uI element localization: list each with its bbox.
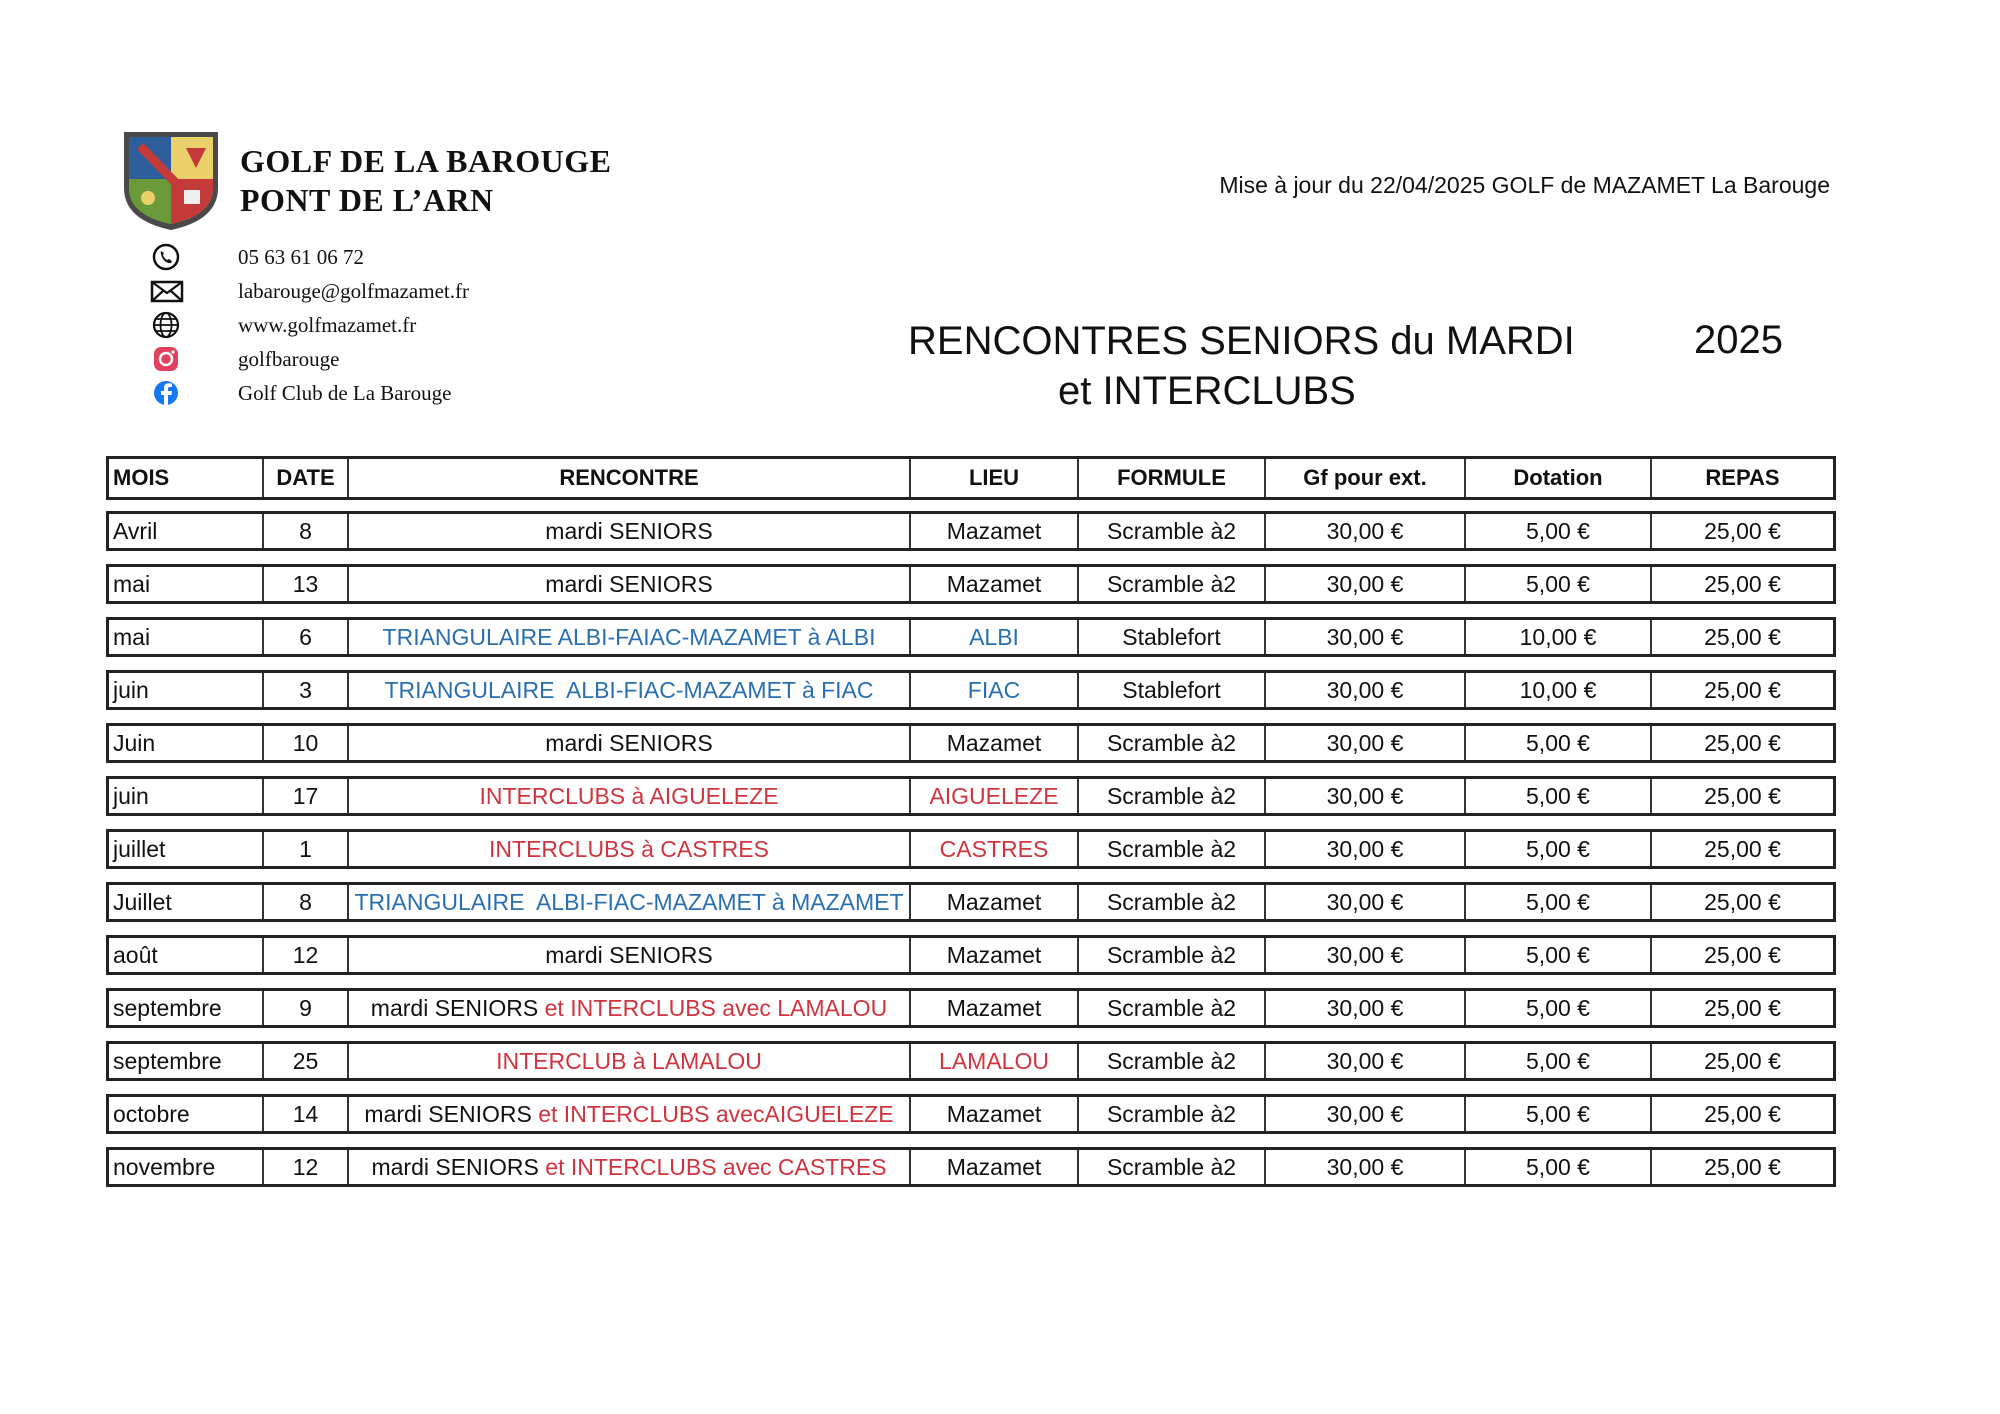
cell-formule: Scramble à2 [1079, 832, 1266, 866]
cell-repas: 25,00 € [1704, 623, 1781, 650]
club-name-line2: PONT DE L’ARN [240, 182, 494, 218]
cell-gf: 30,00 € [1266, 779, 1466, 813]
cell-date: 14 [264, 1097, 349, 1131]
cell-date: 9 [264, 991, 349, 1025]
table-body [106, 511, 1836, 1187]
table-row [106, 670, 1836, 710]
cell-repas: 25,00 € [1704, 1153, 1781, 1180]
cell-repas: 25,00 € [1704, 782, 1781, 809]
table-row [106, 1041, 1836, 1081]
cell-formule: Scramble à2 [1079, 1097, 1266, 1131]
schedule-table [106, 456, 1836, 1200]
cell-repas: 25,00 € [1704, 835, 1781, 862]
cell-gf: 30,00 € [1266, 991, 1466, 1025]
cell-gf: 30,00 € [1266, 885, 1466, 919]
rencontre-text: mardi SENIORS [545, 941, 713, 968]
cell-repas: 25,00 € [1704, 517, 1781, 544]
cell-date: 6 [264, 620, 349, 654]
cell-lieu: Mazamet [911, 1150, 1079, 1184]
table-row [106, 829, 1836, 869]
rencontre-text: INTERCLUBS à AIGUELEZE [479, 782, 779, 809]
cell-rencontre [349, 567, 911, 601]
header-lieu: LIEU [911, 459, 1079, 497]
cell-repas: 25,00 € [1704, 1047, 1781, 1074]
cell-date: 25 [264, 1044, 349, 1078]
year-label: 2025 [1694, 318, 1783, 362]
cell-date: 12 [264, 938, 349, 972]
header-rencontre: RENCONTRE [349, 459, 911, 497]
mail-icon [150, 276, 194, 306]
cell-repas: 25,00 € [1704, 570, 1781, 597]
cell-dotation: 5,00 € [1466, 567, 1652, 601]
header-mois: MOIS [109, 459, 264, 497]
cell-gf: 30,00 € [1266, 567, 1466, 601]
rencontre-text: mardi SENIORS [371, 1153, 546, 1180]
cell-rencontre [349, 514, 911, 548]
header-dotation: Dotation [1466, 459, 1652, 497]
cell-gf: 30,00 € [1266, 832, 1466, 866]
table-row [106, 882, 1836, 922]
cell-formule: Scramble à2 [1079, 567, 1266, 601]
cell-repas: 25,00 € [1704, 994, 1781, 1021]
rencontre-text: mardi SENIORS [545, 517, 713, 544]
contact-instagram [150, 342, 469, 376]
cell-date: 3 [264, 673, 349, 707]
table-row [106, 776, 1836, 816]
cell-mois: juillet [109, 832, 264, 866]
cell-formule: Scramble à2 [1079, 1044, 1266, 1078]
update-note: Mise à jour du 22/04/2025 GOLF de MAZAMET La Barouge [1219, 172, 1830, 198]
cell-formule: Scramble à2 [1079, 885, 1266, 919]
cell-gf: 30,00 € [1266, 514, 1466, 548]
club-crest-logo [120, 128, 222, 232]
contact-website [150, 308, 469, 342]
cell-rencontre [349, 673, 911, 707]
cell-rencontre [349, 938, 911, 972]
cell-mois: novembre [109, 1150, 264, 1184]
cell-dotation: 5,00 € [1466, 726, 1652, 760]
rencontre-text: INTERCLUBS à CASTRES [489, 835, 769, 862]
cell-dotation: 5,00 € [1466, 1097, 1652, 1131]
cell-rencontre [349, 1150, 911, 1184]
cell-repas: 25,00 € [1704, 676, 1781, 703]
cell-dotation: 5,00 € [1466, 938, 1652, 972]
rencontre-text: et INTERCLUBS avec CASTRES [545, 1153, 887, 1180]
page-title-line1: RENCONTRES SENIORS du MARDI [908, 319, 1575, 363]
cell-mois: Juillet [109, 885, 264, 919]
cell-date: 12 [264, 1150, 349, 1184]
cell-mois: mai [109, 620, 264, 654]
cell-date: 17 [264, 779, 349, 813]
cell-rencontre [349, 1097, 911, 1131]
cell-gf: 30,00 € [1266, 1150, 1466, 1184]
header-gf: Gf pour ext. [1266, 459, 1466, 497]
cell-repas: 25,00 € [1704, 729, 1781, 756]
table-row [106, 511, 1836, 551]
cell-formule: Scramble à2 [1079, 514, 1266, 548]
contact-phone [150, 240, 469, 274]
cell-rencontre [349, 1044, 911, 1078]
cell-gf: 30,00 € [1266, 1097, 1466, 1131]
facebook-icon [150, 378, 194, 408]
cell-rencontre [349, 885, 911, 919]
cell-dotation: 5,00 € [1466, 514, 1652, 548]
page-title-line2: et INTERCLUBS [1058, 369, 1356, 413]
cell-lieu: Mazamet [911, 938, 1079, 972]
cell-date: 8 [264, 514, 349, 548]
cell-repas: 25,00 € [1704, 888, 1781, 915]
table-row [106, 1094, 1836, 1134]
cell-formule: Scramble à2 [1079, 726, 1266, 760]
cell-dotation: 5,00 € [1466, 885, 1652, 919]
cell-dotation: 5,00 € [1466, 1044, 1652, 1078]
header-repas: REPAS [1705, 465, 1780, 490]
cell-gf: 30,00 € [1266, 673, 1466, 707]
cell-mois: juin [109, 779, 264, 813]
cell-lieu: ALBI [911, 620, 1079, 654]
contact-email [150, 274, 469, 308]
cell-mois: juin [109, 673, 264, 707]
cell-mois: août [109, 938, 264, 972]
email-text: labarouge@golfmazamet.fr [238, 278, 469, 303]
contact-facebook [150, 376, 469, 410]
cell-mois: Juin [109, 726, 264, 760]
cell-rencontre [349, 991, 911, 1025]
cell-lieu: AIGUELEZE [911, 779, 1079, 813]
cell-gf: 30,00 € [1266, 1044, 1466, 1078]
rencontre-text: mardi SENIORS [364, 1100, 539, 1127]
cell-lieu: Mazamet [911, 567, 1079, 601]
phone-icon [150, 242, 194, 272]
header-date: DATE [264, 459, 349, 497]
club-name-line1: GOLF DE LA BAROUGE [240, 143, 612, 179]
rencontre-text: TRIANGULAIRE ALBI-FIAC-MAZAMET à MAZAMET [354, 888, 904, 915]
cell-lieu: Mazamet [911, 514, 1079, 548]
cell-gf: 30,00 € [1266, 620, 1466, 654]
cell-dotation: 10,00 € [1466, 620, 1652, 654]
cell-lieu: CASTRES [911, 832, 1079, 866]
table-header [106, 456, 1836, 500]
table-row [106, 617, 1836, 657]
cell-formule: Scramble à2 [1079, 991, 1266, 1025]
cell-dotation: 5,00 € [1466, 832, 1652, 866]
cell-dotation: 5,00 € [1466, 991, 1652, 1025]
cell-gf: 30,00 € [1266, 726, 1466, 760]
globe-icon [150, 310, 194, 340]
cell-rencontre [349, 779, 911, 813]
cell-formule: Scramble à2 [1079, 1150, 1266, 1184]
table-row [106, 723, 1836, 763]
club-name [240, 142, 611, 220]
cell-lieu: Mazamet [911, 885, 1079, 919]
cell-mois: mai [109, 567, 264, 601]
rencontre-text: INTERCLUB à LAMALOU [496, 1047, 762, 1074]
table-row [106, 1147, 1836, 1187]
rencontre-text: mardi SENIORS [370, 994, 545, 1021]
cell-lieu: Mazamet [911, 991, 1079, 1025]
phone-text: 05 63 61 06 72 [238, 244, 364, 269]
contact-list [150, 240, 469, 410]
header-formule: FORMULE [1079, 459, 1266, 497]
cell-mois: septembre [109, 991, 264, 1025]
rencontre-text: mardi SENIORS [545, 570, 713, 597]
cell-dotation: 5,00 € [1466, 1150, 1652, 1184]
cell-rencontre [349, 832, 911, 866]
cell-rencontre [349, 726, 911, 760]
cell-date: 1 [264, 832, 349, 866]
cell-repas: 25,00 € [1704, 941, 1781, 968]
website-text: www.golfmazamet.fr [238, 312, 417, 337]
cell-date: 13 [264, 567, 349, 601]
cell-rencontre [349, 620, 911, 654]
cell-lieu: LAMALOU [911, 1044, 1079, 1078]
cell-formule: Scramble à2 [1079, 779, 1266, 813]
rencontre-text: TRIANGULAIRE ALBI-FIAC-MAZAMET à FIAC [384, 676, 874, 703]
cell-formule: Stablefort [1079, 673, 1266, 707]
cell-date: 10 [264, 726, 349, 760]
cell-lieu: FIAC [911, 673, 1079, 707]
cell-date: 8 [264, 885, 349, 919]
cell-repas: 25,00 € [1704, 1100, 1781, 1127]
cell-formule: Scramble à2 [1079, 938, 1266, 972]
table-row [106, 988, 1836, 1028]
rencontre-text: TRIANGULAIRE ALBI-FAIAC-MAZAMET à ALBI [382, 623, 876, 650]
table-row [106, 564, 1836, 604]
cell-mois: Avril [109, 514, 264, 548]
rencontre-text: mardi SENIORS [545, 729, 713, 756]
instagram-icon [150, 344, 194, 374]
cell-mois: septembre [109, 1044, 264, 1078]
cell-dotation: 5,00 € [1466, 779, 1652, 813]
cell-lieu: Mazamet [911, 1097, 1079, 1131]
facebook-text: Golf Club de La Barouge [238, 380, 452, 405]
rencontre-text: et INTERCLUBS avecAIGUELEZE [538, 1100, 894, 1127]
instagram-text: golfbarouge [238, 346, 340, 371]
cell-formule: Stablefort [1079, 620, 1266, 654]
cell-gf: 30,00 € [1266, 938, 1466, 972]
cell-dotation: 10,00 € [1466, 673, 1652, 707]
table-row [106, 935, 1836, 975]
page-title [908, 316, 1575, 416]
cell-mois: octobre [109, 1097, 264, 1131]
rencontre-text: et INTERCLUBS avec LAMALOU [544, 994, 888, 1021]
cell-lieu: Mazamet [911, 726, 1079, 760]
